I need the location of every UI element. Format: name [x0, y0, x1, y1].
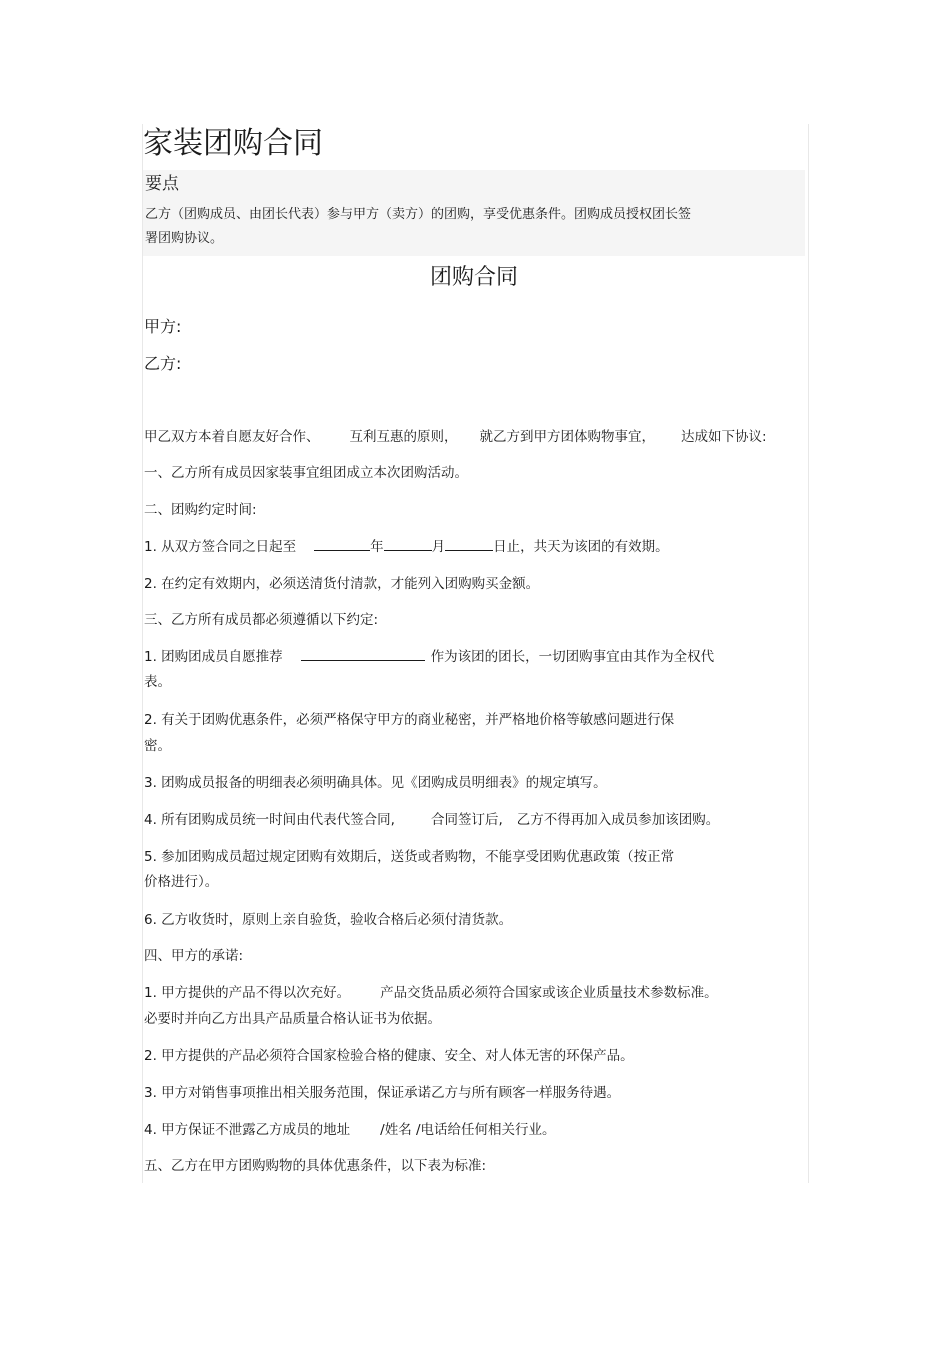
clause-4-1-seg-2: 产品交货品质必须符合国家或该企业质量技术参数标准。 — [380, 985, 718, 1001]
clause-3-5: 5. 参加团购成员超过规定团购有效期后，送货或者购物，不能享受团购优惠政策（按正常 — [144, 849, 675, 865]
clause-3-1-line-2: 表。 — [144, 674, 171, 690]
clause-4-4 — [144, 1118, 794, 1143]
intro-seg-4: 达成如下协议: — [681, 429, 767, 445]
intro-seg-2: 互利互惠的原则， — [349, 429, 458, 445]
clause-3-1-pre: 1. 团购团成员自愿推荐 — [144, 649, 283, 665]
clause-4-1-line-2: 必要时并向乙方出具产品质量合格认证书为依据。 — [144, 1011, 441, 1027]
clause-4-1-seg-1: 1. 甲方提供的产品不得以次充好。 — [144, 985, 351, 1001]
clause-3-3: 3. 团购成员报备的明细表必须明确具体。见《团购成员明细表》的规定填写。 — [144, 775, 607, 791]
clause-3-2-line-2: 密。 — [144, 738, 171, 754]
summary-line-1: 乙方（团购成员、由团长代表）参与甲方（卖方）的团购，享受优惠条件。团购成员授权团长签 — [145, 207, 692, 222]
intro-seg-1: 甲乙双方本着自愿友好合作、 — [144, 429, 320, 445]
clause-3-2: 2. 有关于团购优惠条件，必须严格保守甲方的商业秘密，并严格地价格等敏感问题进行保 — [144, 712, 675, 728]
blank-end-day[interactable] — [445, 536, 493, 551]
blank-end-month[interactable] — [384, 536, 432, 551]
clause-3-4-seg-1: 4. 所有团购成员统一时间由代表代签合同, — [144, 812, 395, 828]
summary-line-2: 署团购协议。 — [145, 231, 224, 246]
summary-text — [145, 203, 745, 251]
clause-2-1 — [144, 535, 794, 560]
party-a-label: 甲方: — [144, 317, 182, 336]
clause-3-1-post: 作为该团的团长，一切团购事宜由其作为全权代 — [430, 649, 715, 665]
contract-title: 团购合同 — [429, 265, 518, 290]
intro-paragraph — [144, 425, 794, 450]
clause-4-2: 2. 甲方提供的产品必须符合国家检验合格的健康、安全、对人体无害的环保产品。 — [144, 1048, 634, 1064]
clause-4-4-seg-1: 4. 甲方保证不泄露乙方成员的地址 — [144, 1122, 351, 1138]
intro-seg-3: 就乙方到甲方团体购物事宜， — [479, 429, 655, 445]
day-tail: 日止，共天为该团的有效期。 — [493, 539, 669, 555]
clause-3-4-seg-2: 合同签订后, — [430, 812, 503, 828]
summary-heading: 要点 — [145, 174, 179, 194]
clause-3-5-line-2: 价格进行）。 — [144, 874, 219, 890]
blank-leader-name[interactable] — [301, 646, 425, 661]
clause-4-1 — [144, 981, 794, 1006]
clause-4-3: 3. 甲方对销售事项推出相关服务范围，保证承诺乙方与所有顾客一样服务待遇。 — [144, 1085, 621, 1101]
month-label: 月 — [431, 539, 446, 555]
summary-box — [143, 170, 805, 256]
section-3-heading: 三、乙方所有成员都必须遵循以下约定: — [144, 612, 379, 628]
section-4-heading: 四、甲方的承诺: — [144, 948, 244, 964]
section-5-heading: 五、乙方在甲方团购购物的具体优惠条件，以下表为标准: — [144, 1158, 487, 1174]
clause-2-2: 2. 在约定有效期内，必须送清货付清款，才能列入团购购买金额。 — [144, 576, 540, 592]
clause-4-4-seg-2: /姓名 /电话给任何相关行业。 — [380, 1122, 556, 1138]
party-b-label: 乙方: — [144, 354, 182, 373]
clause-3-4 — [144, 808, 794, 833]
year-label: 年 — [370, 539, 384, 555]
document-title: 家装团购合同 — [143, 126, 323, 161]
clause-3-6: 6. 乙方收货时，原则上亲自验货，验收合格后必须付清货款。 — [144, 912, 513, 928]
clause-2-1-pre: 1. 从双方签合同之日起至 — [144, 539, 297, 555]
blank-end-year[interactable] — [314, 536, 370, 551]
section-2-heading: 二、团购约定时间: — [144, 502, 257, 518]
clause-3-1 — [144, 645, 794, 670]
clause-3-4-seg-3: 乙方不得再加入成员参加该团购。 — [516, 812, 720, 828]
section-1: 一、乙方所有成员因家装事宜组团成立本次团购活动。 — [144, 465, 468, 481]
